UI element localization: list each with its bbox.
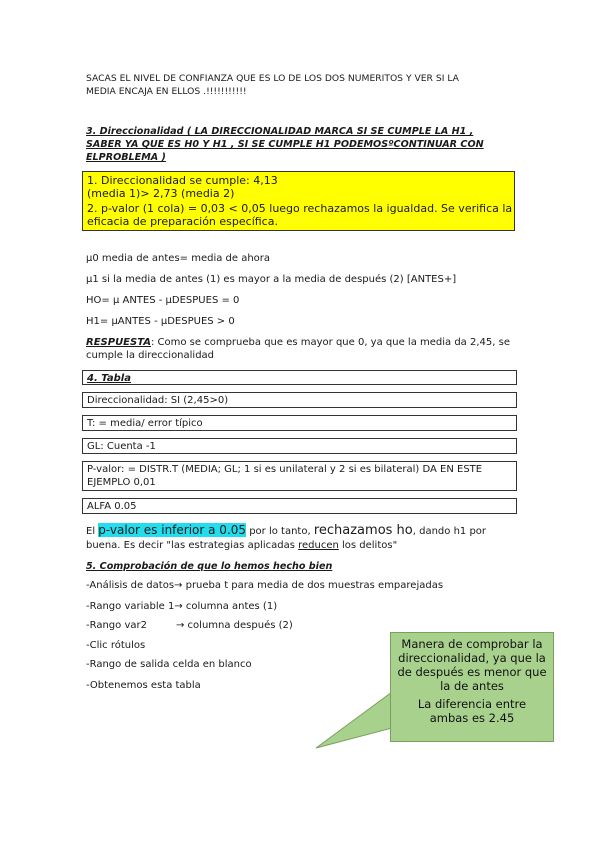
conclusion-rechazamos: rechazamos ho: [313, 523, 413, 538]
table-row-gl: [82, 438, 517, 454]
table-row-t: [82, 415, 517, 431]
hypothesis-mu0: µ0 media de antes= media de ahora: [86, 253, 271, 264]
intro-line-2: MEDIA ENCAJA EN ELLOS .!!!!!!!!!!!: [86, 86, 247, 97]
conclusion-el: El: [86, 526, 99, 537]
list-item: -Rango variable 1→ columna antes (1): [86, 601, 278, 612]
section4-heading: 4. Tabla: [87, 373, 131, 384]
list-item: -Análisis de datos→ prueba t para media de dos muestras emparejadas: [86, 580, 444, 591]
list-item: -Rango de salida celda en blanco: [86, 659, 252, 670]
table-row-direccionalidad: [82, 392, 517, 408]
respuesta-text-2: cumple la direccionalidad: [86, 350, 215, 361]
summary-line-2: (media 1)> 2,73 (media 2): [87, 186, 235, 200]
list-item-continuation: → columna después (2): [176, 620, 293, 631]
list-item: -Clic rótulos: [86, 640, 146, 651]
table-row-text: ALFA 0.05: [87, 501, 137, 512]
summary-line-4: eficacia de preparación específica.: [87, 214, 278, 228]
list-item: -Obtenemos esta tabla: [86, 680, 201, 691]
section3-heading-line-1: 3. Direccionalidad ( LA DIRECCIONALIDAD MARCA SI SE CUMPLE LA H1 ,: [86, 126, 474, 137]
conclusion-line2-a: buena. Es decir "las estrategias aplicadas: [86, 540, 299, 551]
table-row-text: EJEMPLO 0,01: [87, 477, 156, 488]
direccionalidad-summary-box: [82, 171, 515, 231]
conclusion-por-lo-tanto: por lo tanto,: [246, 526, 314, 537]
callout-text-2: La diferencia entre ambas es 2.45: [417, 697, 527, 725]
conclusion-line-2: [86, 539, 397, 552]
table-row-text: GL: Cuenta -1: [87, 441, 156, 452]
section3-heading-line-2: SABER YA QUE ES H0 Y H1 , SI SE CUMPLE H1 PODEMOSºCONTINUAR CON: [86, 139, 484, 150]
intro-line-1: SACAS EL NIVEL DE CONFIANZA QUE ES LO DE LOS DOS NUMERITOS Y VER SI LA: [86, 73, 459, 84]
hypothesis-h1: H1= µANTES - µDESPUES > 0: [86, 316, 235, 327]
pvalor-highlight: p-valor es inferior a 0.05: [98, 523, 247, 537]
respuesta-text-1: : Como se comprueba que es mayor que 0, ya que la media da 2,45, se: [151, 337, 510, 348]
conclusion-dando: , dando h1 por: [412, 526, 487, 537]
conclusion-line2-b: los delitos": [338, 540, 398, 551]
conclusion-line-1: [86, 522, 486, 540]
respuesta-line-1: [86, 336, 510, 349]
respuesta-label: RESPUESTA: [86, 337, 151, 348]
table-row-alfa: [82, 498, 517, 514]
table-row-text: Direccionalidad: SI (2,45>0): [87, 395, 229, 406]
hypothesis-mu1: µ1 si la media de antes (1) es mayor a la media de después (2) [ANTES+]: [86, 274, 457, 285]
table-row-pvalor: [82, 461, 517, 491]
section3-heading-line-3: ELPROBLEMA ): [86, 152, 166, 163]
summary-line-3: 2. p-valor (1 cola) = 0,03 < 0,05 luego rechazamos la igualdad. Se verifica la: [87, 202, 513, 215]
conclusion-reducen: reducen: [298, 540, 339, 551]
callout-box: [390, 632, 554, 742]
table-row-text: T: = media/ error típico: [87, 418, 203, 429]
hypothesis-h0: HO= µ ANTES - µDESPUES = 0: [86, 295, 240, 306]
list-item: -Rango var2: [86, 620, 147, 631]
section4-heading-box: [82, 370, 517, 385]
summary-line-1: 1. Direccionalidad se cumple: 4,13: [87, 174, 278, 187]
callout-note: [310, 632, 560, 752]
section5-heading: 5. Comprobación de que lo hemos hecho bien: [86, 561, 333, 572]
table-row-text: P-valor: = DISTR.T (MEDIA; GL; 1 si es unilateral y 2 si es bilateral) DA EN ESTE: [87, 464, 483, 475]
callout-text-1: Manera de comprobar la direccionalidad, ya que la de después es menor que la de antes: [397, 637, 547, 693]
